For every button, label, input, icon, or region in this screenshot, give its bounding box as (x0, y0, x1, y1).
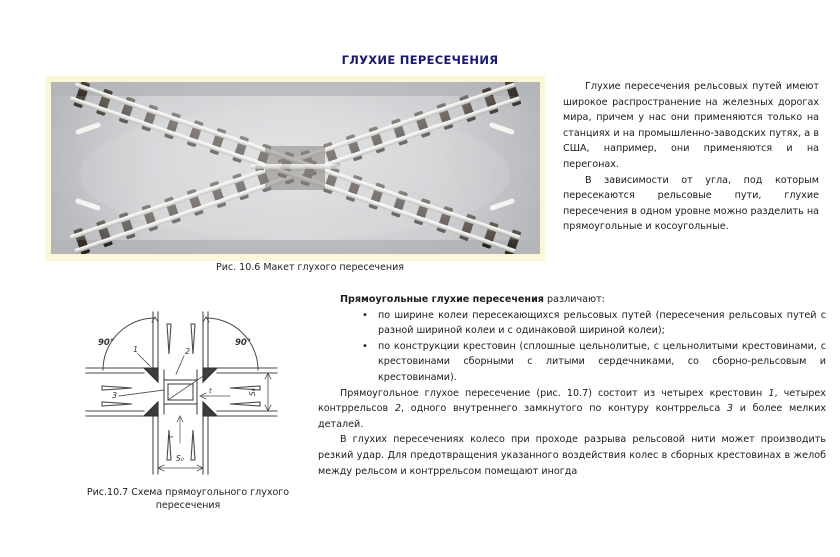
figure-10-7-caption (52, 487, 324, 513)
body-lead-bold: Прямоугольные глухие пересечения (340, 294, 544, 305)
photo-frame (45, 76, 545, 261)
body-paragraph-3: В глухих пересечениях колесо при проходе разрыва рельсовой нити может производить резкий удар. Для предотвращения указанного воздействия колес в сборных крестовинах в желоб между рельсом и контррельсом помещают иногда (318, 434, 826, 477)
right-paragraph-1: Глухие пересечения рельсовых путей имеют широкое распространение на железных дорогах мира, причем у нас они применяются только на станциях и на промышленно-заводских путях, а в США, например, они применяются и на перегонах. (563, 81, 819, 170)
body-paragraph-2-c: , одного внутреннего замкнутого по контуру контррельса (400, 403, 727, 415)
right-paragraph-2: В зависимости от угла, под которым пересекаются рельсовые пути, глухие пересечения в одном уровне можно разделить на прямоугольные и косоугольные. (563, 174, 819, 233)
figure-10-7 (72, 298, 306, 486)
diagram-callout-3: 3 (112, 391, 118, 400)
right-text-column (563, 79, 819, 235)
figure-10-7-caption-line1: Рис.10.7 Схема прямоугольного глухого (86, 487, 290, 498)
photo-image (51, 82, 540, 254)
body-ref-2: 2 (394, 403, 401, 415)
crossing-model-photo (51, 82, 540, 254)
body-paragraph-2-b: , четырех контррельсов (318, 387, 826, 415)
diagram-dim-right: S₀ (248, 388, 257, 396)
body-ref-3: 3 (726, 403, 734, 415)
diagram-dim-inner: t (209, 387, 212, 395)
body-bullet-2: • по конструкции крестовин (сплошные цельнолитые, с цельнолитыми крестовинами, с крестовинами сборными с литыми сердечниками, со сборно-рельсовым и крестовинами). (378, 339, 826, 386)
page-title: ГЛУХИЕ ПЕРЕСЕЧЕНИЯ (341, 53, 499, 67)
diagram-angle-right: 90° (235, 338, 252, 348)
figure-10-6 (45, 76, 545, 261)
diagram-dim-bottom: S₀ (176, 454, 184, 463)
diagram-angle-left: 90° (98, 338, 115, 348)
diagram-callout-2: 2 (185, 347, 191, 356)
body-text-block (318, 292, 826, 479)
rectangular-crossing-schematic (72, 298, 306, 486)
body-bullet-list (318, 308, 826, 386)
body-paragraph-2-a: Прямоугольное глухое пересечение (рис. 10.7) состоит из четырех крестовин (340, 387, 769, 399)
figure-10-6-caption: Рис. 10.6 Макет глухого пересечения (216, 262, 404, 273)
figure-10-7-caption-line2: пересечения (155, 499, 221, 511)
body-ref-1: 1 (768, 387, 775, 399)
diagram-callout-1: 1 (133, 345, 139, 354)
body-lead-rest: различают: (543, 294, 605, 305)
body-lead-line (318, 292, 826, 308)
body-paragraph-2-d: и более мелких деталей. (318, 403, 826, 430)
diagram-dim-vertical: t (167, 435, 175, 438)
body-bullet-1: • по ширине колеи пересекающихся рельсовых путей (пересечения рельсовых путей с разной шириной колеи и с одинаковой шириной колеи); (378, 308, 826, 339)
body-paragraph-2 (318, 386, 826, 433)
